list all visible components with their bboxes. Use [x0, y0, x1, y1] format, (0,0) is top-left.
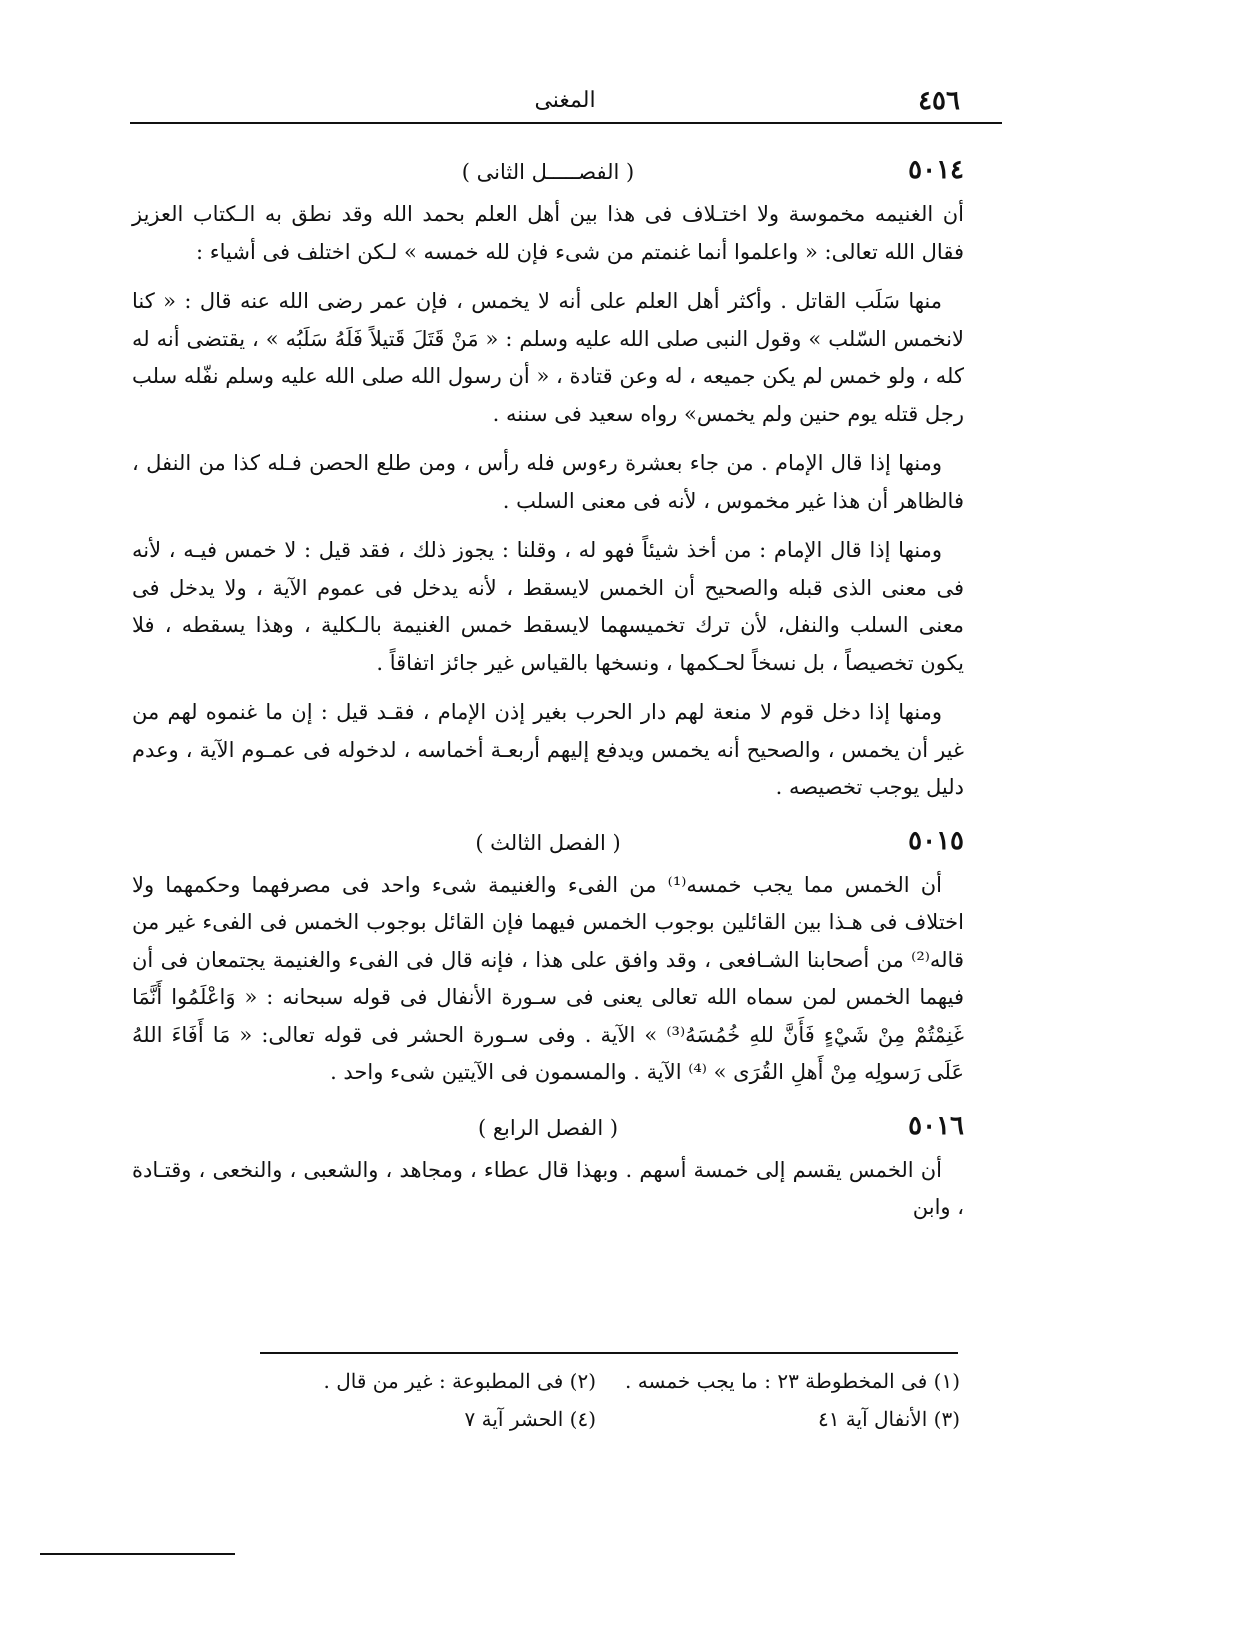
paragraph: أن الخمس يقسم إلى خمسة أسهم . وبهذا قال عطاء ، ومجاهد ، والشعبى ، والنخعى ، وقتـادة ، وابن: [132, 1157, 964, 1219]
footnote: (٣) الأنفال آية ٤١: [817, 1407, 960, 1431]
section-title: ( الفصل الرابع ): [477, 1115, 619, 1140]
footnote: (١) فى المخطوطة ٢٣ : ما يجب خمسه .: [625, 1369, 960, 1393]
paragraph: ومنها إذا قال الإمام . من جاء بعشرة رءوس فله رأس ، ومن طلع الحصن فـله كذا من النفل ، فالظاهر أن هذا غير مخموس ، لأنه فى معنى السلب .: [132, 451, 964, 513]
footnote-row: [260, 1400, 960, 1438]
footnote-rule: [260, 1352, 958, 1354]
footnote: (٤) الحشر آية ٧: [464, 1407, 596, 1431]
section-heading: [132, 148, 964, 192]
paragraph: أن الغنيمه مخموسة ولا اختـلاف فى هذا بين أهل العلم بحمد الله وقد نطق به الـكتاب العزيز فقال الله تعالى: « واعلموا أنما غنمتم من شىء فإن لله خمسه » لـكن اختلف فى أشياء :: [132, 202, 964, 264]
page-header: [130, 86, 1000, 122]
section-number: ٥٠١٤: [908, 155, 964, 185]
paragraph: ومنها إذا قال الإمام : من أخذ شيئاً فهو له ، وقلنا : يجوز ذلك ، فقد قيل : لا خمس فيـه ، لأنه فى معنى الذى قبله والصحيح أن الخمس لايسقط ، لأنه يدخل فى عموم الآية ، ولا يدخل فى معنى السلب والنفل، لأن ترك تخميسهما لايسقط خمس الغنيمة بالـكلية ، وهذا يسقطه ، فلا يكون تخصيصاً ، بل نسخاً لحـكمها ، ونسخها بالقياس غير جائز اتفاقاً .: [132, 538, 964, 675]
section-heading: [132, 1104, 964, 1148]
section-title: ( الفصـــــل الثانى ): [461, 160, 635, 184]
footnote-row: [260, 1362, 960, 1400]
main-text: [132, 142, 964, 1239]
section-number: ٥٠١٥: [908, 825, 964, 856]
paragraph: ومنها إذا دخل قوم لا منعة لهم دار الحرب بغير إذن الإمام ، فقـد قيل : إن ما غنموه لهم من غير أن يخمس ، والصحيح أنه يخمس ويدفع إليهم أربعـة أخماسه ، لدخوله فى عمـوم الآية ، وعدم دليل يوجب تخصيصه .: [132, 700, 964, 799]
section-title: ( الفصل الثالث ): [475, 830, 621, 855]
header-rule: [130, 122, 1002, 124]
footnotes: [260, 1362, 960, 1438]
bottom-rule: [40, 1553, 235, 1555]
section-heading: [132, 819, 964, 863]
section-number: ٥٠١٦: [908, 1110, 964, 1141]
page-number: ٤٥٦: [918, 86, 960, 116]
running-title: المغنى: [534, 88, 596, 113]
paragraph: منها سَلَب القاتل . وأكثر أهل العلم على أنه لا يخمس ، فإن عمر رضى الله عنه قال : « كنا لانخمس السّلب » وقول النبى صلى الله عليه وسلم : « مَنْ قَتَلَ قَتيلاً فَلَهُ سَلَبُه » ، يقتضى أنه له كله ، ولو خمس لم يكن جميعه ، له وعن قتادة ، « أن رسول الله صلى الله عليه وسلم نفّله سلب رجل قتله يوم حنين ولم يخمس» رواه سعيد فى سننه .: [132, 289, 964, 426]
footnote: (٢) فى المطبوعة : غير من قال .: [323, 1369, 596, 1393]
paragraph: أن الخمس مما يجب خمسه⁽¹⁾ من الفىء والغنيمة شىء واحد فى مصرفهما وحكمهما ولا اختلاف فى هـذا بين القائلين بوجوب الخمس فيهما فإن القائل بوجوب الخمس فى الفىء غير من قاله⁽²⁾ من أصحابنا الشـافعى ، وقد وافق على هذا ، فإنه قال فى الفىء والغنيمة يجتمعان فى أن فيهما الخمس لمن سماه الله تعالى يعنى فى سـورة الأنفال فى قوله سبحانه : « وَاعْلَمُوا أَنَّمَا غَنِمْتُمْ مِنْ شَيْءٍ فَأَنَّ للهِ خُمُسَهُ⁽³⁾ » الآية . وفى سـورة الحشر فى قوله تعالى: « مَا أَفَاءَ اللهُ عَلَى رَسولِه مِنْ أَهلِ القُرَى » ⁽⁴⁾ الآية . والمسمون فى الآيتين شىء واحد .: [132, 872, 964, 1084]
